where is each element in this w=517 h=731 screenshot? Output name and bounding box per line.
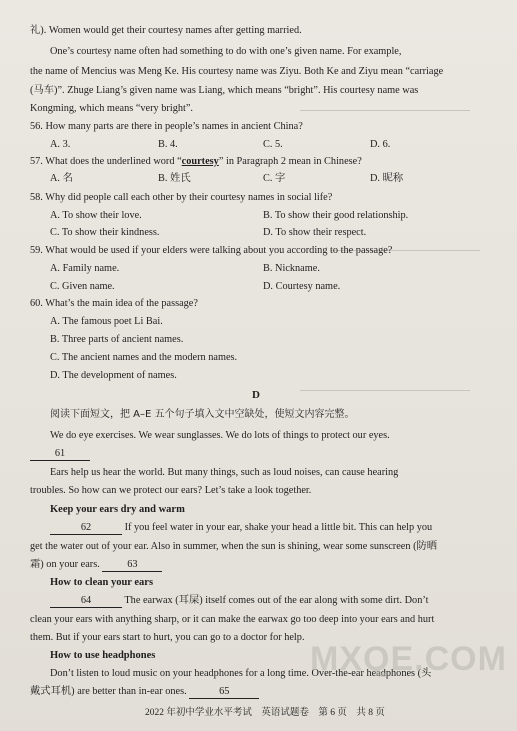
q57-option-d[interactable]: D. 昵称 — [370, 173, 404, 184]
question-56-stem: 56. How many parts are there in people’s names in ancient China? — [30, 121, 303, 132]
passage-c-line: (马车)”. Zhuge Liang’s given name was Liang, which means “bright”. His courtesy name was — [30, 85, 419, 96]
section-d-title: D — [252, 389, 260, 401]
page-footer: 2022 年初中学业水平考试 英语试题卷 第 6 页 共 8 页 — [145, 708, 385, 718]
q59-option-d[interactable]: D. Courtesy name. — [263, 281, 341, 292]
q59-option-c[interactable]: C. Given name. — [50, 281, 115, 292]
section-d-p2: Ears help us hear the world. But many things, such as loud noises, can cause hearing — [50, 467, 399, 478]
p4-text: The earwax (耳屎) itself comes out of the ear along with some dirt. Don’t — [124, 595, 429, 606]
underlined-word: courtesy — [181, 156, 219, 167]
q58-option-a[interactable]: A. To show their love. — [50, 210, 142, 221]
bleed-mark — [300, 390, 470, 391]
blank-64[interactable]: 64 — [50, 594, 122, 608]
section-d-p4: clean your ears with anything sharp, or it can make the earwax go too deep into your ears and hurt — [30, 614, 435, 625]
q60-option-c[interactable]: C. The ancient names and the modern names. — [50, 352, 238, 363]
section-d-p3 — [50, 521, 517, 535]
heading-use-headphones: How to use headphones — [50, 650, 156, 661]
question-60-stem: 60. What’s the main idea of the passage? — [30, 298, 198, 309]
q59-option-b[interactable]: B. Nickname. — [263, 263, 320, 274]
section-d-p4: them. But if your ears start to hurt, you can go to a doctor for help. — [30, 632, 305, 643]
p5-text: 戴式耳机) are better than in-ear ones. — [30, 686, 187, 697]
q59-option-a[interactable]: A. Family name. — [50, 263, 120, 274]
section-d-p5 — [30, 685, 517, 699]
question-58-stem: 58. Why did people call each other by their courtesy names in social life? — [30, 192, 333, 203]
q56-option-a[interactable]: A. 3. — [50, 139, 71, 150]
passage-c-line: One’s courtesy name often had something to do with one’s given name. For example, — [50, 46, 402, 57]
p3-text: 霜) on your ears. — [30, 559, 100, 570]
q60-option-b[interactable]: B. Three parts of ancient names. — [50, 334, 184, 345]
section-d-p2: troubles. So how can we protect our ears? Let’s take a look together. — [30, 485, 312, 496]
q56-option-c[interactable]: C. 5. — [263, 139, 283, 150]
section-d-intro: We do eye exercises. We wear sunglasses. We do lots of things to protect our eyes. — [50, 430, 390, 441]
passage-c-line: the name of Mencius was Meng Ke. His courtesy name was Ziyu. Both Ke and Ziyu mean “carriage — [30, 66, 444, 77]
section-d-p4 — [50, 594, 517, 608]
q60-option-d[interactable]: D. The development of names. — [50, 370, 177, 381]
q57-option-c[interactable]: C. 字 — [263, 173, 286, 184]
q56-option-d[interactable]: D. 6. — [370, 139, 391, 150]
section-d-p3 — [30, 558, 517, 572]
section-d-p3: get the water out of your ear. Also in summer, when the sun is shining, wear some sunscreen (防晒 — [30, 541, 438, 552]
p3-text: If you feel water in your ear, shake your head a little bit. This can help you — [124, 522, 433, 533]
q57-option-a[interactable]: A. 名 — [50, 173, 73, 184]
heading-clean-ears: How to clean your ears — [50, 577, 154, 588]
q58-option-c[interactable]: C. To show their kindness. — [50, 227, 160, 238]
q58-option-d[interactable]: D. To show their respect. — [263, 227, 367, 238]
q57-stem-pre: 57. What does the underlined word “ — [30, 156, 182, 167]
blank-65[interactable]: 65 — [189, 685, 259, 699]
blank-61-line — [30, 447, 517, 461]
passage-c-line: Kongming, which means “very bright”. — [30, 103, 193, 114]
blank-62[interactable]: 62 — [50, 521, 122, 535]
section-d-p5: Don’t listen to loud music on your headphones for a long time. Over-the-ear headphones (头 — [50, 668, 432, 679]
q60-option-a[interactable]: A. The famous poet Li Bai. — [50, 316, 163, 327]
q57-option-b[interactable]: B. 姓氏 — [158, 173, 191, 184]
section-d-instruction: 阅读下面短文，把 A–E 五个句子填入文中空缺处，使短文内容完整。 — [50, 409, 355, 420]
q57-stem-post: ” in Paragraph 2 mean in Chinese? — [218, 156, 362, 167]
watermark-logo: MXQE.COM — [310, 640, 507, 678]
q56-option-b[interactable]: B. 4. — [158, 139, 178, 150]
question-57-stem — [30, 155, 517, 168]
question-59-stem: 59. What would be used if your elders were talking about you according to the passage? — [30, 245, 393, 256]
blank-61[interactable]: 61 — [30, 447, 90, 461]
passage-c-line: 礼). Women would get their courtesy names after getting married. — [30, 25, 302, 36]
blank-63[interactable]: 63 — [102, 558, 162, 572]
q58-option-b[interactable]: B. To show their good relationship. — [263, 210, 409, 221]
heading-keep-ears-dry: Keep your ears dry and warm — [50, 504, 185, 515]
